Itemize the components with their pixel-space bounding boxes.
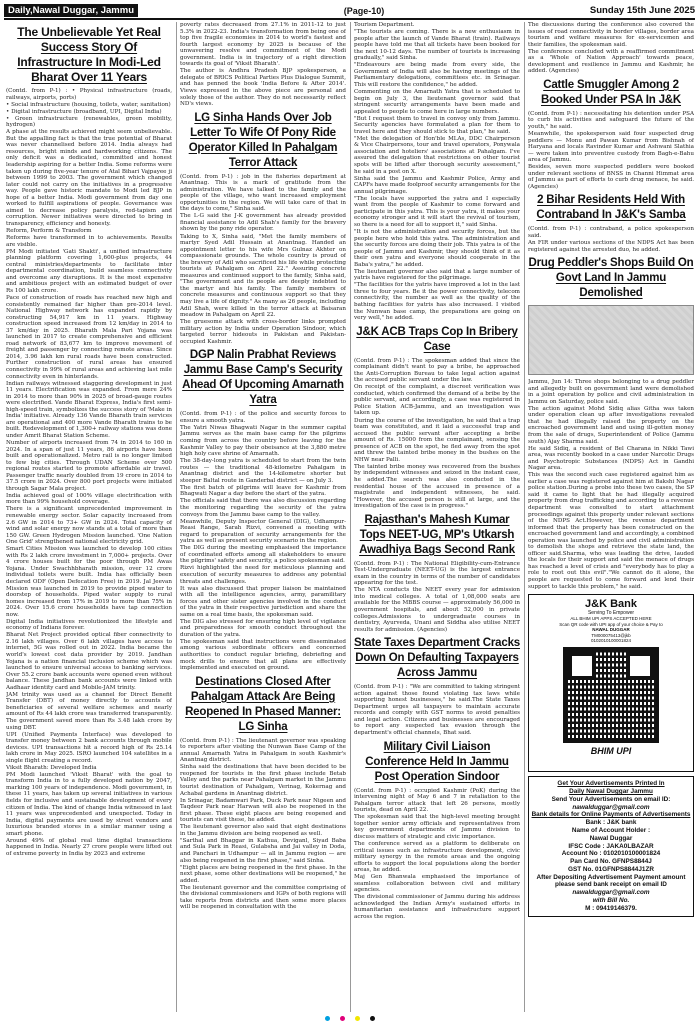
- paragraph: • Digital infrastructure (broadband, UPI, Digital India): [6, 108, 162, 115]
- headline-acb-trap: J&K ACB Traps Cop In Bribery Case: [356, 325, 518, 353]
- article-body: [354, 358, 520, 510]
- paragraph: Viksit Bharath: Developed India: [6, 764, 97, 771]
- adv-ifsc: IFSC Code : JAKA0LBAZAR: [568, 842, 654, 850]
- paragraph: Smart Cities Mission was launched to develop 100 cities with Rs 2 lakh crore investment in 7,000+ projects. Over 4 crore houses built for the poor through PM Awas Yojana. Under Swachhbharath mission, over 12 crore individual toilets were built. India has officially been declared ODF (Open Defecation Free) in 2019. Jal Jeevan Mission was launched in 2019 to provide piped water to doorstep of households. Piped water supply to rural homes increased from 17% in 2019 to more than 75% in 2024. Over 15.6 crore households have tap connection now.: [6, 546, 172, 618]
- paragraph: The L-G said the J-K government has already provided financial assistance to Adil Shah's family for the bravery shown by the pony ride operator.: [180, 213, 346, 233]
- paragraph: "Endeavours are being made from every side, the Government of India will also be having meetings of the Parliamentary delegations, committees etc. in Srinagar. This will restore the confidence," he added.: [354, 62, 520, 88]
- paragraph: Tourism Department.: [354, 22, 415, 28]
- paragraph: (Contd. from P-1) : The lieutenant governor was speaking to reporters after visiting the Nunwan Base Camp of the annual Amarnath Yatra in Pahalgam in south Kashmir's Anantnag district.: [180, 737, 346, 764]
- adv-email-2[interactable]: nawalduggar@gmail.com: [572, 889, 650, 897]
- paragraph: The DIG during the meeting emphasised the importance of coordinated efforts among all stakeholders to ensure the pilgrims' safety and security, a police spokesman said.: [180, 545, 346, 565]
- paragraph: Commenting on the Amarnath Yatra that is scheduled to begin on July 3, the lieutenant governor said that stringent security arrangements have been made and appealed to people to come here in large numbers.: [354, 88, 520, 115]
- adv-title: Get Your Advertisements Printed In: [557, 780, 665, 788]
- headline-bihar-residents: 2 Bihar Residents Held With Contraband In J&K's Samba: [536, 194, 686, 222]
- black-mark-icon: [370, 1016, 375, 1021]
- paragraph: The conference concluded with a reaffirmed commitment as a 'Whole of Nation Approach' towards peace, development and resilience in Jammu and Kashmir, he added. (Agencies): [528, 48, 694, 75]
- headline-drug-peddler-shops: Drug Peddler's Shops Build On Govt Land In Jammu Demolished: [528, 257, 694, 300]
- article-body: [528, 379, 694, 590]
- masthead: Daily,Nawal Duggar, Jammu: [4, 4, 138, 17]
- paragraph: (Contd. from P-1) : necessitating his detention under PSA to curb his activities and safeguard the future of the youth," he said.: [528, 110, 694, 130]
- paragraph: (Contd. from P-1) : of the police and security forces to ensure a smooth yatra.: [180, 411, 346, 424]
- account-number: 0102010100001824: [590, 638, 632, 644]
- paragraph: Sinha said the Jammu and Kashmir Police, Army and CAPFs have made foolproof security arrangements for the annual pilgrimage.: [354, 175, 520, 195]
- column-3: [354, 22, 520, 1012]
- adv-bank-details: Bank details for Online Payments of Advertisements: [531, 811, 691, 819]
- cyan-mark-icon: [325, 1016, 330, 1021]
- article-body: [180, 174, 346, 346]
- upi-scan-text: Scan QR code with UPI app of your choice & Pay to: [559, 621, 663, 627]
- adv-paper: Daily Nawal Duggar Jammu: [569, 787, 653, 795]
- page-header: [4, 4, 695, 17]
- adv-email[interactable]: nawalduggar@gmail.com: [572, 803, 650, 811]
- column-4: [528, 22, 694, 1012]
- yellow-mark-icon: [355, 1016, 360, 1021]
- issue-date: Sunday 15th June 2025: [589, 5, 695, 16]
- headline-destinations-reopened: Destinations Closed After Pahalgam Attack Are Being Reopened In Phased Manner: LG Sinha: [185, 675, 341, 733]
- paragraph: Maj Gen Bhanwala emphasised the importance of seamless collaboration between civil and military agencies.: [354, 874, 520, 894]
- headline-military-liaison: Military Civil Liaison Conference Held In Jammu Post Operation Sindoor: [365, 740, 509, 783]
- upi-id: TM000075413@jkb: [591, 632, 631, 638]
- paragraph: The gruesome attack with cross-border links prompted military action by India under Operation Sindoor, which targeted terror hideouts in Pakistan and Pakistan-occupied Kashmir.: [180, 319, 346, 345]
- paragraph: Number of airports increased from 74 in 2014 to 160 in 2024. In a span of just 11 years, 86 airports have been built and operationalized. Metro rail is no longer limited to few big cities. Through UDAN Scheme over 500 regional routes started to promote affordable air travel. Passenger traffic nearly doubled from 19 crore in 2014 to 37.5 crore in 2024. Over 800 port projects were initiated through Sagar Mala project.: [6, 439, 172, 492]
- headline-dgp-review: DGP Nalin Prabhat Reviews Jammu Base Camp's Security Ahead Of Upcoming Amarnath Yatra: [182, 349, 344, 407]
- paragraph: Taking to X, Sinha said, "Met the family members of martyr Syed Adil Hussain at Anantnag. Handed an appointment letter to his wife Mrs Gulnaz Akhter on compassionate grounds. The whole country is proud of the bravery of Adil who sacrificed his life while protecting tourists at Pahalgam on April 22." Assuring concrete measures and continued support to the family, Sinha said, "The government and its people are deeply indebted to the martyr and his family. The family members of concrete measures and continuous support so that they may live a life of dignity." As many as 26 people, including Adil Shah, were killed in the terror attack at Baisaran meadow in Pahalgam on April 22.: [180, 233, 346, 319]
- paragraph: The conference served as a platform to deliberate on critical issues such as infrastructure development, civic military synergy in the remote areas and the ongoing efforts to support the local populations along the border areas, he added.: [354, 840, 520, 874]
- headline-state-taxes: State Taxes Department Cracks Down On Defaulting Taxpayers Across Jammu: [354, 637, 520, 680]
- paragraph: The discussions during the conference also covered the issues of road connectivity in border villages, border area tourism and welfare measures for ex-servicemen and their families, the spokesman said.: [528, 22, 694, 48]
- column-divider: [350, 22, 351, 1012]
- paragraph: PM Modi initiated 'Gati Shakti', a unified infrastructure planning platform covering 1,600-plus projects, 44 central ministries/departments to facilitate inter departmental coordination, build seamless connectivity and overcome any disruptions. It is the most expensive and ambitious project with an estimated budget of over Rs 100 lakh crore.: [6, 248, 172, 294]
- paragraph: "The tourists are coming. There is a new enthusiasm in people after the launch of Vande Bharat (train). Railways people have told me that all tickets have been booked for the next 10-12 days. The number of tourists is increasing gradually," said Sinha.: [354, 29, 520, 62]
- article-body: [180, 738, 346, 911]
- article-body: [528, 226, 694, 253]
- article-body: [354, 22, 520, 322]
- qr-code-icon[interactable]: [563, 647, 659, 743]
- paragraph: Reform, Perform & Transform: [6, 227, 92, 234]
- adv-holder: Nawal Duggar: [589, 834, 633, 842]
- column-divider: [176, 22, 177, 1012]
- paragraph: (Contd. from P-1) : occupied Kashmir (PoK) during the intervening night of May 6 and 7 in retaliation to the Pahalgam terror attack that left 26 persons, mostly tourists, dead on April 22.: [354, 787, 520, 814]
- paragraph: The tainted bribe money was recovered from the bushes by independent witnesses and seized in the instant case, he added.The search was also conducted in the residential house of the accused in presence of a magistrate and independent witnesses, he said. "However, the accused person is still at large, and the investigation of the case is in progress.": [354, 463, 520, 510]
- paragraph: During the course of the investigation, he said that a trap team was constituted, and it laid a successful trap and accused the public servant after accepting a bribe amount of Rs. 15000 from the complainant, sensing the presence of ACB on the spot, he fled away from the spot and threw the tainted bribe money in the bushes on the NHW near Palli.: [354, 417, 520, 463]
- registration-marks: [4, 1015, 695, 1021]
- paragraph: The lieutenant governor and the committee comprising of the divisional commissioners and IGPs of both regions will take reports from districts and then some more places will be reopened in consultation with the: [180, 884, 346, 911]
- paragraph: Sinha said the destinations that have been decided to be reopened for tourists in the first phase include Betab Valley and the parks near Pahalgam market in the Jammu tourist destination of Pahalgam, Verinag, Kokernag and Achabal gardens in Anantnag district.: [180, 764, 346, 797]
- headline-neet-toppers: Rajasthan's Mahesh Kumar Tops NEET-UG, MP's Utkarsh Awadhiya Bags Second Rank: [359, 513, 515, 556]
- article-body: [354, 788, 520, 921]
- paragraph: "But I request them to travel in convoy only from Jammu. Security agencies have formulated a plan for them to travel here and they should stick to that plan," he said.: [354, 115, 520, 135]
- paragraph: PM Modi launched 'Viksit Bharat' with the goal to transform India in to a fully developed nation by 2047, marking 100 years of independence. Modi government, in these 11 years, has taken up several initiatives in various fields for inclusive and sustainable development of every citizen of India. The kind of change India witnessed in last 11 years was unprecedented and unexpected. Today in India, digital payments are used by street vendors and luxurious branded stores in a similar manner using a smart phone.: [6, 771, 172, 837]
- paragraph: The spokesman said that the high-level meeting brought together senior army officials and representatives from key government departments of Jammu division to discuss matters of strategic and civic importance.: [354, 814, 520, 840]
- adv-bill: with Bill No.: [592, 897, 630, 905]
- paragraph: "It is not the administration and security forces, but the people here who hold this yatra. The administration and the security forces are doing their job. This yatra is of the people of Jammu and Kashmir, they should think of it as their own yatra and everyone should cooperate in the Baba's yatra," he added.: [354, 228, 520, 268]
- paragraph: "The facilities for the yatris have improved a lot in the last three to four years. Be it the power connectivity, telecom connectivity, the number as well as the quality of the bathing facilities for yatris has also increased. I visited the Nunwan base camp, the preparations are going on very well," he added.: [354, 282, 520, 322]
- paragraph: (Contd. from P-1) : The spokesman added that since the complainant didn't want to pay a bribe, he approached the Anti-Corruption Bureau to take legal action against the accused public servant under the law.: [354, 357, 520, 384]
- magenta-mark-icon: [340, 1016, 345, 1021]
- paragraph: Digital India initiatives revolutionized the lifestyle and economy of Indians forever.: [6, 618, 172, 632]
- paragraph: • Social infrastructure (housing, toilets, water, sanitation): [6, 101, 171, 108]
- paragraph: An FIR under various sections of the NDPS Act has been registered against the arrested duo, he added.: [528, 240, 694, 253]
- paragraph: (Contd. from P-1) : "We are committed to taking stringent action against those found violating tax laws while supporting honest businesses," he said.The State Taxes Department urges all taxpayers to maintain accurate records and comply with GST norms to avoid penalties and legal action. Citizens and businesses are encouraged to report any suspected tax evasion through the department's official channels, Bhat said.: [354, 684, 520, 737]
- paragraph: The author is Andhra Pradesh BJP spokesperson, a delegate of BRICS Political Parties Plus Dialogue Summit, and has penned the book 'India Before & After 2014'. Views expressed in the above piece are personal and solely those of the author. They do not necessarily reflect ND's views.: [180, 68, 346, 108]
- paragraph: "Eight places are being reopened in the first phase. In the next phase, some other destinations will be reopened," he added.: [180, 864, 346, 884]
- header-rule: [4, 18, 695, 20]
- paragraph: (Contd. from P-1) : job in the fisheries department at Anantnag. This is a mark of gratitude from the administration. We have talked to the family and the people of the village, who want increased employment opportunities in the region. We will take care of that in the days to come," Sinha said.: [180, 173, 346, 213]
- payee-name: NAWAL DUGGAR: [592, 627, 630, 633]
- paragraph: Bharat Net Project provided optical fiber connectivity to 2.16 lakh villages. Over 6 lakh villages have access to internet, 5G was rolled out in 2022. India became the world's lowest cost data provider by 2019. Jandhan Yojana is a nation financial inclusion scheme which was launched to ensure universal access to banking services. Over 55.2 crore bank accounts were opened even without balance. These Jandhan bank accounts were linked with Aadhaar identity card and Mobile-JAM trinity.: [6, 632, 172, 691]
- paragraph: The lieutenant governor also said that a large number of yatris have registered for the pilgrimage.: [354, 268, 520, 282]
- bhim-upi-logo: BHIM UPI: [590, 745, 632, 756]
- paragraph: The officials said that there was also discussion regarding the monitoring regarding the security of the yatra convoys from the Jammu base camp to the valley.: [180, 498, 346, 518]
- paragraph: Meanwhile, the spokesperson said four suspected drug peddlers — Monu and Pawan Kumar from Bishnah of Haryana and locals Ravinder Kumar and Ashwani Slathia — were taken into preventive custody from Bagh-e-Bahu area of Jammu.: [528, 131, 694, 164]
- paragraph: Besides, seven more suspected peddlers were booked under relevant sections of BNSS in Channi Himmat area of Jammu as part of efforts to curb drug menace, he said. (Agencies): [528, 164, 694, 190]
- paragraph: He said Sidiq, a resident of Bel Charana in Nikki Tawi area, was recently booked in a case under Narcotic Drugs and Psychotropic Substances (NDPS) Act in Gandhi Nagar area.: [528, 445, 694, 472]
- paragraph: The divisional commissioner of Jammu during his address acknowledged the Indian Army's sustained efforts in humanitarian assistance and infrastructure support across the region.: [354, 894, 520, 920]
- article-body: [528, 111, 694, 191]
- paragraph: Around 49% of global real time digital transactions happened in India. Nearly 27 crore people were lifted out of extreme poverty in India by 2023 and extreme: [6, 837, 172, 857]
- paragraph: The NTA conducts the NEET every year for admission into medical colleges. A total of 1,08,000 seats are available for the MBBS course — approximately 56,000 in government hospitals, and about 52,000 in private colleges.Admissions to undergraduate courses in dentistry, Ayurveda, Unani and Siddha also utilise NEET results for admission. (Agencies): [354, 587, 520, 633]
- paragraph: JAM trinity was used as a channel for Direct Benefit Transfer (DBT) of money directly to accounts of beneficiaries of several welfare schemes and nearly amount of Rs 44 lakh crore was transferred transparently. The government saved more than Rs 3.48 lakh crore by using DBT.: [6, 691, 172, 731]
- adv-account: Account No : 0102010100001824: [561, 850, 661, 858]
- paragraph: (Contd. from P-1) : contraband, a police spokesperson said.: [528, 226, 694, 239]
- paragraph: poverty rates decreased from 27.1% in 2011-12 to just 5.3% in 2022-23. India's transformation from being one of top five fragile economies in 2014 to world's fastest and fourth largest economy by 2025 is because of the unwavering resolve and commitment of the Modi government. India is in trajectory of a right direction towards its goal of 'Viksit Bharath'.: [180, 22, 346, 68]
- paragraph: (Contd. from P-1) : • Physical infrastructure (roads, railways, airports, ports): [6, 88, 172, 101]
- paragraph: On receipt of the complaint, a discreet verification was conducted, which confirmed the demand of a bribe by the public servant, and accordingly, a case was registered in Police Station ACB-Jammu, and an investigation was taken up.: [354, 384, 520, 417]
- adv-gst: GST No. 01GFNPS8844J1ZR: [568, 865, 654, 873]
- headline-lg-sinha-job-letter: LG Sinha Hands Over Job Letter To Wife Of Pony Ride Operator Killed In Pahalgam Terror Attack: [188, 111, 338, 169]
- paragraph: The DIG also stressed for ensuring high level of vigilance and preparedness for smooth conduct throughout the duration of the yatra.: [180, 618, 346, 638]
- article-body: [354, 684, 520, 736]
- article-body: [180, 411, 346, 671]
- page-number: (Page-10): [343, 5, 385, 16]
- headline-infrastructure: The Unbelievable Yet Real Success Story Of Infrastructure In Modi-Led Bharat Over 11 Years: [17, 25, 161, 84]
- paragraph: (Contd. from P-1) : The National Eligibility-cum-Entrance Test-Undergraduate (NEET-UG) is the largest entrance exam in the country in terms of the number of candidates appearing for the test.: [354, 560, 520, 587]
- article-body: [528, 22, 694, 75]
- paragraph: It was also discussed that proper liaison be maintained with all the intelligence agencies, army, paramilitary forces and other sister agencies involved in the conduct of the yatra in their respective jurisdiction and share the same on a real time basis, the spokesman said.: [180, 585, 346, 618]
- bank-tagline: Serving To Empower: [587, 610, 635, 617]
- article-body: [354, 561, 520, 634]
- paragraph: "Sarthal and Bhaggar in Kathua, Deviganl, Siyad Baba and Sula Park in Reasi, Gulabsha and Jai valley in Doda, and Panchari in Udhampur — all in Jammu region — are also being reopened in the first phase," said Sinha.: [180, 837, 346, 864]
- paragraph: Rizvi highlighted the need for meticulous planning and execution of security measures to address any potential threats and challenges.: [180, 565, 346, 585]
- article-body: [180, 22, 346, 108]
- paragraph: UPI (Unified Payments Interface) was developed to transfer money between 2 bank accounts through mobile devices. UPI transactions hit a record high of Rs 25.14 lakh crore in May 2025. ISRO launched 104 satellites in a single flight creating a record.: [6, 731, 172, 764]
- bank-logo: J&K Bank: [585, 598, 637, 611]
- adv-mobile: M : 09419146379.: [585, 904, 637, 912]
- adv-holder-label: Name of Account Holder :: [571, 826, 651, 834]
- column-2: [180, 22, 346, 1012]
- news-photo: [528, 305, 694, 375]
- paragraph: The spokesman said that instructions were disseminated among various subordinate officers and concerned authorities to conduct regular briefing, debriefing and mock drills to ensure that all plans are effectively implemented and executed on ground.: [180, 638, 346, 672]
- column-divider: [524, 22, 525, 1012]
- paragraph: Pace of construction of roads has reached new high and consistently remained far higher than pre-2014 level. National Highway network has expanded rapidly by constructing 54,917 km in 11 years. Highway construction speed increased from 12 km/day in 2014 to 37 km/day in 2025. Bharath Mala Pari Yojana was launched in 2017 to create comprehensive and efficient road network of 83,677 km to improve movement of freight and passenger by connecting remote areas. Since 2014, 3.96 lakh km rural roads have been constructed. Further construction of rural areas has ensured connectivity in 99% of rural areas and achieving last mile connectivity even in hinterlands.: [6, 294, 172, 380]
- article-body: [6, 88, 172, 857]
- paragraph: India achieved goal of 100% village electrification with more than 99% household coverage.: [6, 492, 172, 506]
- paragraph: The action against Mohd Sidiq alias Githa was taken under operation clean up after investigations revealed that he had illegally raised the property on the encroached government land and using ill-gotten money from the sale of drugs, Superintendent of Police (Jammu south) Ajay Sharma said.: [528, 405, 694, 445]
- column-1: [6, 22, 172, 1012]
- paragraph: A phase at the results achieved might seem unbelievable. But the appalling fact is that the true potential of Bharat was never channelised before 2014. India always had resources, bright minds and hardworking citizens. The only deficit was a dedicated, committed and honest leadership aspiring for a better India. Some reforms were taken up during five-year tenure of Atal Bihari Vajpayee ji between 1999 to 2003. The government which changed later could not carry on the initiatives in a progressive way. People gave historic mandate to Modi led BJP in hope of a better India. Modi government from day one worked to fulfill aspirations of people. Governance was aimed to decrease policy paralysis, red-tapism and corruption. Newer initiatives were directed to bring in transparency, efficiency and honesty.: [6, 129, 172, 227]
- paragraph: Jammu, Jun 14: Three shops belonging to a drug peddler and allegedly built on government land were demolished in a joint operation by police and civil administration in Jammu on Saturday, police said.: [528, 379, 694, 405]
- paragraph: There is a significant unprecedented improvement in renewable energy sector. Solar capacity increased from 2.6 GW in 2014 to 73+ GW in 2024. Total capacity of wind and solar energy now stands at a total of more than 150 GW. Green Hydrogen Mission launched. 'One Nation One Grid' strengthened national electricity grid.: [6, 506, 172, 546]
- paragraph: Reforms have transformed in to achievements. Results are visible.: [6, 235, 172, 248]
- adv-send: Send Your Advertisements on email ID:: [551, 795, 671, 803]
- paragraph: "Met the delegation of Hon'ble MLAs, DDC Chairperson & Vice Chairpersons, tour and travel operators, Ponywala association and hoteliers' associations at Pahalgam. I've assured the delegation that restrictions on other tourist spots will be lifted after thorough security assessment," he said in a post on X.: [354, 135, 520, 175]
- adv-pan: Pan Card No. GFNPS8844J: [570, 858, 652, 866]
- upi-accepted-text: ALL BHIM UPI APPS ACCEPTED HERE: [570, 616, 652, 622]
- paragraph: The 38-day-long yatra is scheduled to start from the twin routes — the traditional 48-kilometre Pahalgam in Anantnag district and the 14-kilometre shorter but steeper Baltal route in Ganderbal district — on July 3.: [180, 458, 346, 484]
- adv-after: After Depositing Advertisement Payment amount please send bank receipt on email ID: [536, 873, 686, 889]
- paragraph: The Yatri Niwas Bhagwati Nagar in the summer capital Jammu serves as the main base camp for the pilgrims coming from across the country before leaving for the Kashmir Valley to pay their obeisance at the 3,880 metre high holy cave shrine of Amarnath.: [180, 424, 346, 458]
- paragraph: In Srinagar, Badamwari Park, Duck Park near Nigeen and Taqdeer Park near Harwan will also be reopened in the first phase. These eight places are being reopened and tourists can visit these, he added.: [180, 797, 346, 824]
- paragraph: • Green infrastructure (renewables, green mobility, hydrogen): [6, 115, 172, 129]
- advertisement-info-box: [528, 776, 694, 917]
- adv-bank: Bank : J&K bank: [585, 819, 637, 827]
- bank-qr-advertisement: [528, 594, 694, 772]
- paragraph: Indian railways witnessed staggering development in just 11 years. Electrification was expanded. From mere 24% in 2014 to more than 90% in 2025 of broad-gauge routes were electrified. Vande Bharat Express, India's first semi-high-speed train, symbolizes the success story of 'Make in India' initiative. Already 136 Vande Bharath train services are operational and 400 more Vande Bharath trains to be built. Redevelopment of 1,300+ railway stations was done under Amrit Bharat Station Scheme.: [6, 380, 172, 439]
- paragraph: The first batch of pilgrims will leave for Kashmir from Bhagwati Nagar a day before the start of the yatra.: [180, 484, 346, 498]
- paragraph: "The locals have supported the yatra and I especially want from the people of Kashmir to come forward and participate in this yatra. This is your yatra, it makes your economy stronger and it will start the revival of tourism, so there is a need for all to support it," said Sinha.: [354, 195, 520, 228]
- paragraph: The lieutenant governor also said that eight destinations in the Jammu division are being reopened as well.: [180, 824, 346, 837]
- headline-cattle-smuggler: Cattle Smuggler Among 2 Booked Under PSA In J&K: [540, 78, 682, 106]
- paragraph: Meanwhile, Deputy Inspector General (DIG), Udhampur-Reasi Range, Sarah Rizvi, convened a meeting with regard to preparation of security arrangements for the yatra as well as present security scenario in the region.: [180, 518, 346, 545]
- paragraph: This was the second such case registered against him as earlier a case was registered against him at Bakshi Nagar police station.During a probe into these two cases, the SP said it came to light that he had illegally acquired property from drug trafficking and according to a revenue department was consulted to start attachment proceedings against this property under relevant sections of the NDPS Act.However, the revenue department informed that the property has been constructed on the encroached government land and accordingly, a combined operation was launched by police and civil administration to demolish the shops and retrieve the state land, the officer said.Sharma, who was leading the drive, lauded the locals for their support and said the menace of drugs has reached a level of crisis and "everybody has to play a role to root out this evil"."We cannot do it alone, the people are requested to come forward and lend their support to tackle this problem," he said.: [528, 472, 694, 590]
